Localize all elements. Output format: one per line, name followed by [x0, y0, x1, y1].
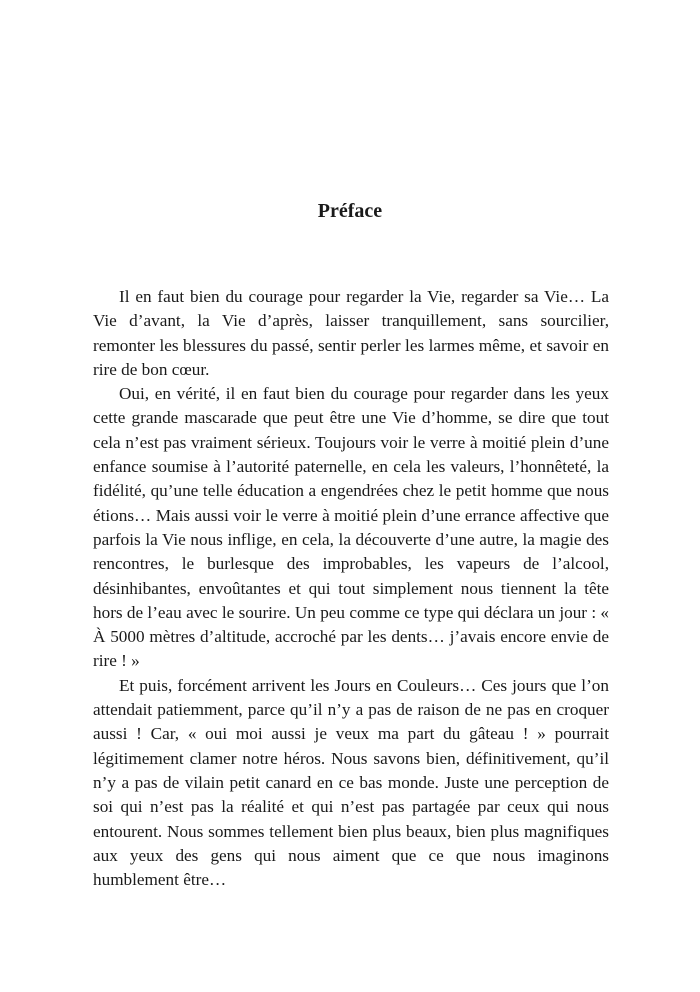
preface-body: [93, 285, 609, 892]
paragraph: Et puis, forcément arrivent les Jours en Couleurs… Ces jours que l’on attendait patiemment, parce qu’il n’y a pas de raison de ne pas en croquer aussi ! Car, « oui moi aussi je veux ma part du gâteau ! » pourrait légitimement clamer notre héros. Nous savons bien, définitivement, qu’il n’y a pas de vilain petit canard en ce bas monde. Juste une perception de soi qui n’est pas la réalité et qui n’est pas partagée par ceux qui nous entourent. Nous sommes tellement bien plus beaux, bien plus magnifiques aux yeux des gens qui nous aiment que ce que nous imaginons humblement être…: [93, 675, 609, 890]
paragraph: Il en faut bien du courage pour regarder la Vie, regarder sa Vie… La Vie d’avant, la Vie d’après, laisser tranquillement, sans sourcilier, remonter les blessures du passé, sentir perler les larmes même, et savoir en rire de bon cœur.: [93, 287, 609, 379]
page-title: Préface: [317, 200, 383, 222]
paragraph: Oui, en vérité, il en faut bien du courage pour regarder dans les yeux cette grande mascarade que peut être une Vie d’homme, se dire que tout cela n’est pas vraiment sérieux. Toujours voir le verre à moitié plein d’une enfance soumise à l’autorité paternelle, en cela les valeurs, l’honnêteté, la fidélité, qu’une telle éducation a engendrées chez le petit homme que nous étions… Mais aussi voir le verre à moitié plein d’une errance affective que parfois la Vie nous inflige, en cela, la découverte d’une autre, la magie des rencontres, le burlesque des improbables, les vapeurs de l’alcool, désinhibantes, envoûtantes et qui tout simplement nous tiennent la tête hors de l’eau avec le sourire. Un peu comme ce type qui déclara un jour : « À 5000 mètres d’altitude, accroché par les dents… j’avais encore envie de rire ! »: [93, 384, 609, 671]
